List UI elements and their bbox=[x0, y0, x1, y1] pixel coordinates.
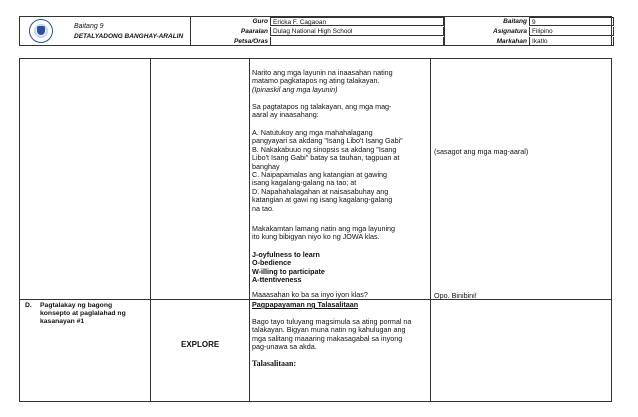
text-line: mga salitang maaaring makasagabal sa inyong bbox=[252, 333, 403, 343]
sa-pagtatapos-paragraph bbox=[252, 103, 430, 120]
text-line: A. Natutukoy ang mga mahahalagang bbox=[252, 128, 373, 137]
student-answer: Opo. Binibini! bbox=[434, 291, 477, 300]
header-middle-cell bbox=[190, 17, 444, 45]
text-line: D. Napahahalagahan at naisasabuhay ang bbox=[252, 186, 389, 196]
header-left-cell bbox=[20, 17, 191, 45]
markahan-row bbox=[445, 37, 614, 47]
text-line: pangyayari sa akdang "Isang Libo't Isang Gabi" bbox=[252, 136, 403, 146]
text-line: Bago tayo tuluyang magsimula sa ating pormal na bbox=[252, 317, 412, 326]
text-line: A-ttentiveness bbox=[252, 275, 302, 285]
text-line: J-oyfulness to learn bbox=[252, 250, 320, 259]
text-line: (Ipinaskil ang mga layunin) bbox=[252, 84, 338, 94]
text-line: B. Nakakabuuo ng sinopsis sa akdang "Isang bbox=[252, 144, 397, 154]
grade-label: Baitang 9 bbox=[74, 23, 104, 30]
jowa-list bbox=[252, 251, 430, 285]
maaasahan-line: Maaasahan ko ba sa inyo iyon klas? bbox=[252, 290, 368, 299]
text-line: aaral ay inaasahang: bbox=[252, 110, 319, 120]
paaralan-label: Paaralan bbox=[240, 28, 268, 35]
text-line: Narito ang mga layunin na inaasahan nating bbox=[252, 68, 393, 77]
text-line: talakayan. Bigyan muna natin ng kahulugan ang bbox=[252, 325, 406, 335]
section-title: Pagtalakay ng bagong konsepto at paglalahad ng kasanayan #1 bbox=[40, 302, 126, 325]
paaralan-value: Dulag National High School bbox=[270, 27, 444, 36]
markahan-label: Markahan bbox=[496, 38, 527, 45]
header-right-cell bbox=[444, 17, 614, 45]
makakamtan-paragraph bbox=[252, 225, 430, 242]
text-line: banghay bbox=[252, 161, 280, 171]
asignatura-label: Asignatura bbox=[493, 28, 527, 35]
baitang-row bbox=[445, 17, 614, 27]
text-line: katangian at gawi ng isang kagalang-galang bbox=[252, 195, 393, 205]
text-line: isang kagalang-galang na tao; at bbox=[252, 178, 357, 188]
text-line: pag-unawa sa akda. bbox=[252, 342, 317, 352]
markahan-value: Ikatlo bbox=[529, 37, 614, 46]
text-line: W-illing to participate bbox=[252, 266, 325, 276]
section-letter: D. bbox=[25, 302, 32, 309]
intro-paragraph bbox=[252, 69, 430, 94]
text-line: Libo't Isang Gabi" batay sa tauhan, tagpuan at bbox=[252, 153, 400, 163]
baitang-value: 9 bbox=[529, 17, 614, 26]
text-line: Makakamtan lamang natin ang mga layuning bbox=[252, 224, 396, 233]
text-line: na tao. bbox=[252, 203, 274, 213]
guro-label: Guro bbox=[252, 18, 268, 25]
pagpapayaman-heading: Pagpapayaman ng Talasalitaan bbox=[252, 300, 359, 309]
talasalitaan-heading: Talasalitaan: bbox=[252, 359, 297, 368]
text-line: C. Naipapamalas ang katangian at gawing bbox=[252, 170, 388, 180]
bago-tayo-paragraph bbox=[252, 318, 430, 352]
baitang-label: Baitang bbox=[503, 18, 527, 25]
column-divider bbox=[249, 59, 250, 401]
text-line: ito kung bibigyan niyo ko ng JOWA klas. bbox=[252, 232, 380, 242]
petsa-value bbox=[270, 37, 444, 46]
dll-title: DETALYADONG BANGHAY-ARALIN bbox=[74, 33, 184, 40]
deped-seal-icon bbox=[29, 19, 53, 43]
column-divider bbox=[150, 59, 151, 401]
text-line: O-bedience bbox=[252, 258, 292, 268]
text-line: matamo pagkatapos ng ating talakayan. bbox=[252, 76, 380, 86]
petsa-row bbox=[190, 37, 444, 47]
guro-row bbox=[190, 17, 444, 27]
paaralan-row bbox=[190, 27, 444, 37]
guro-value: Ericka F. Cagaoan bbox=[270, 17, 444, 26]
text-line: Sa pagtatapos ng talakayan, ang mga mag- bbox=[252, 102, 392, 111]
asignatura-row bbox=[445, 27, 614, 37]
lesson-table bbox=[19, 58, 612, 402]
column-divider bbox=[430, 59, 431, 401]
explore-label: EXPLORE bbox=[181, 340, 220, 349]
asignatura-value: Filipino bbox=[529, 27, 614, 36]
student-response: (sasagot ang mga mag-aaral) bbox=[434, 147, 529, 156]
objectives-list bbox=[252, 129, 430, 213]
document-header bbox=[19, 16, 612, 46]
petsa-label: Petsa/Oras bbox=[234, 38, 268, 45]
